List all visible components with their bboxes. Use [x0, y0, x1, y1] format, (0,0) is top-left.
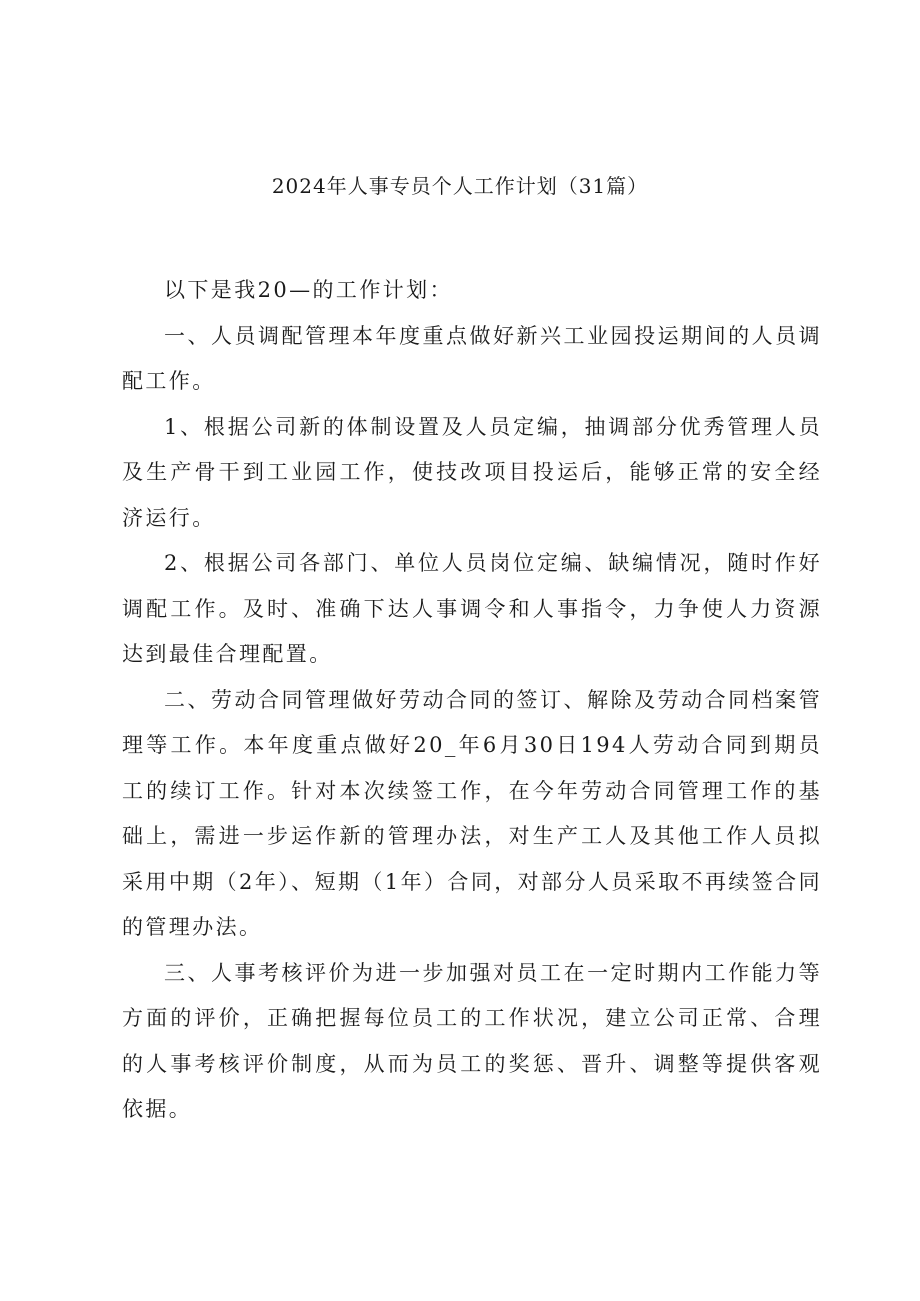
paragraph-section-1: 一、人员调配管理本年度重点做好新兴工业园投运期间的人员调配工作。 — [122, 323, 822, 393]
paragraph-intro: 以下是我20—的工作计划： — [164, 278, 453, 302]
paragraph-item-2: 2、根据公司各部门、单位人员岗位定编、缺编情况，随时作好调配工作。及时、准确下达人事调令和人事指令，力争使人力资源达到最佳合理配置。 — [122, 551, 822, 666]
document-title: 2024年人事专员个人工作计划（31篇） — [271, 174, 649, 198]
paragraph-section-3: 三、人事考核评价为进一步加强对员工在一定时期内工作能力等方面的评价，正确把握每位员工的工作状况，建立公司正常、合理的人事考核评价制度，从而为员工的奖惩、晋升、调整等提供客观依据。 — [122, 960, 822, 1121]
paragraph-section-2: 二、劳动合同管理做好劳动合同的签订、解除及劳动合同档案管理等工作。本年度重点做好20_年6月30日194人劳动合同到期员工的续订工作。针对本次续签工作，在今年劳动合同管理工作的基础上，需进一步运作新的管理办法，对生产工人及其他工作人员拟采用中期（2年）、短期（1年）合同，对部分人员采取不再续签合同的管理办法。 — [122, 687, 822, 939]
paragraph-item-1: 1、根据公司新的体制设置及人员定编，抽调部分优秀管理人员及生产骨干到工业园工作，使技改项目投运后，能够正常的安全经济运行。 — [122, 414, 822, 530]
document-body — [122, 268, 822, 1133]
